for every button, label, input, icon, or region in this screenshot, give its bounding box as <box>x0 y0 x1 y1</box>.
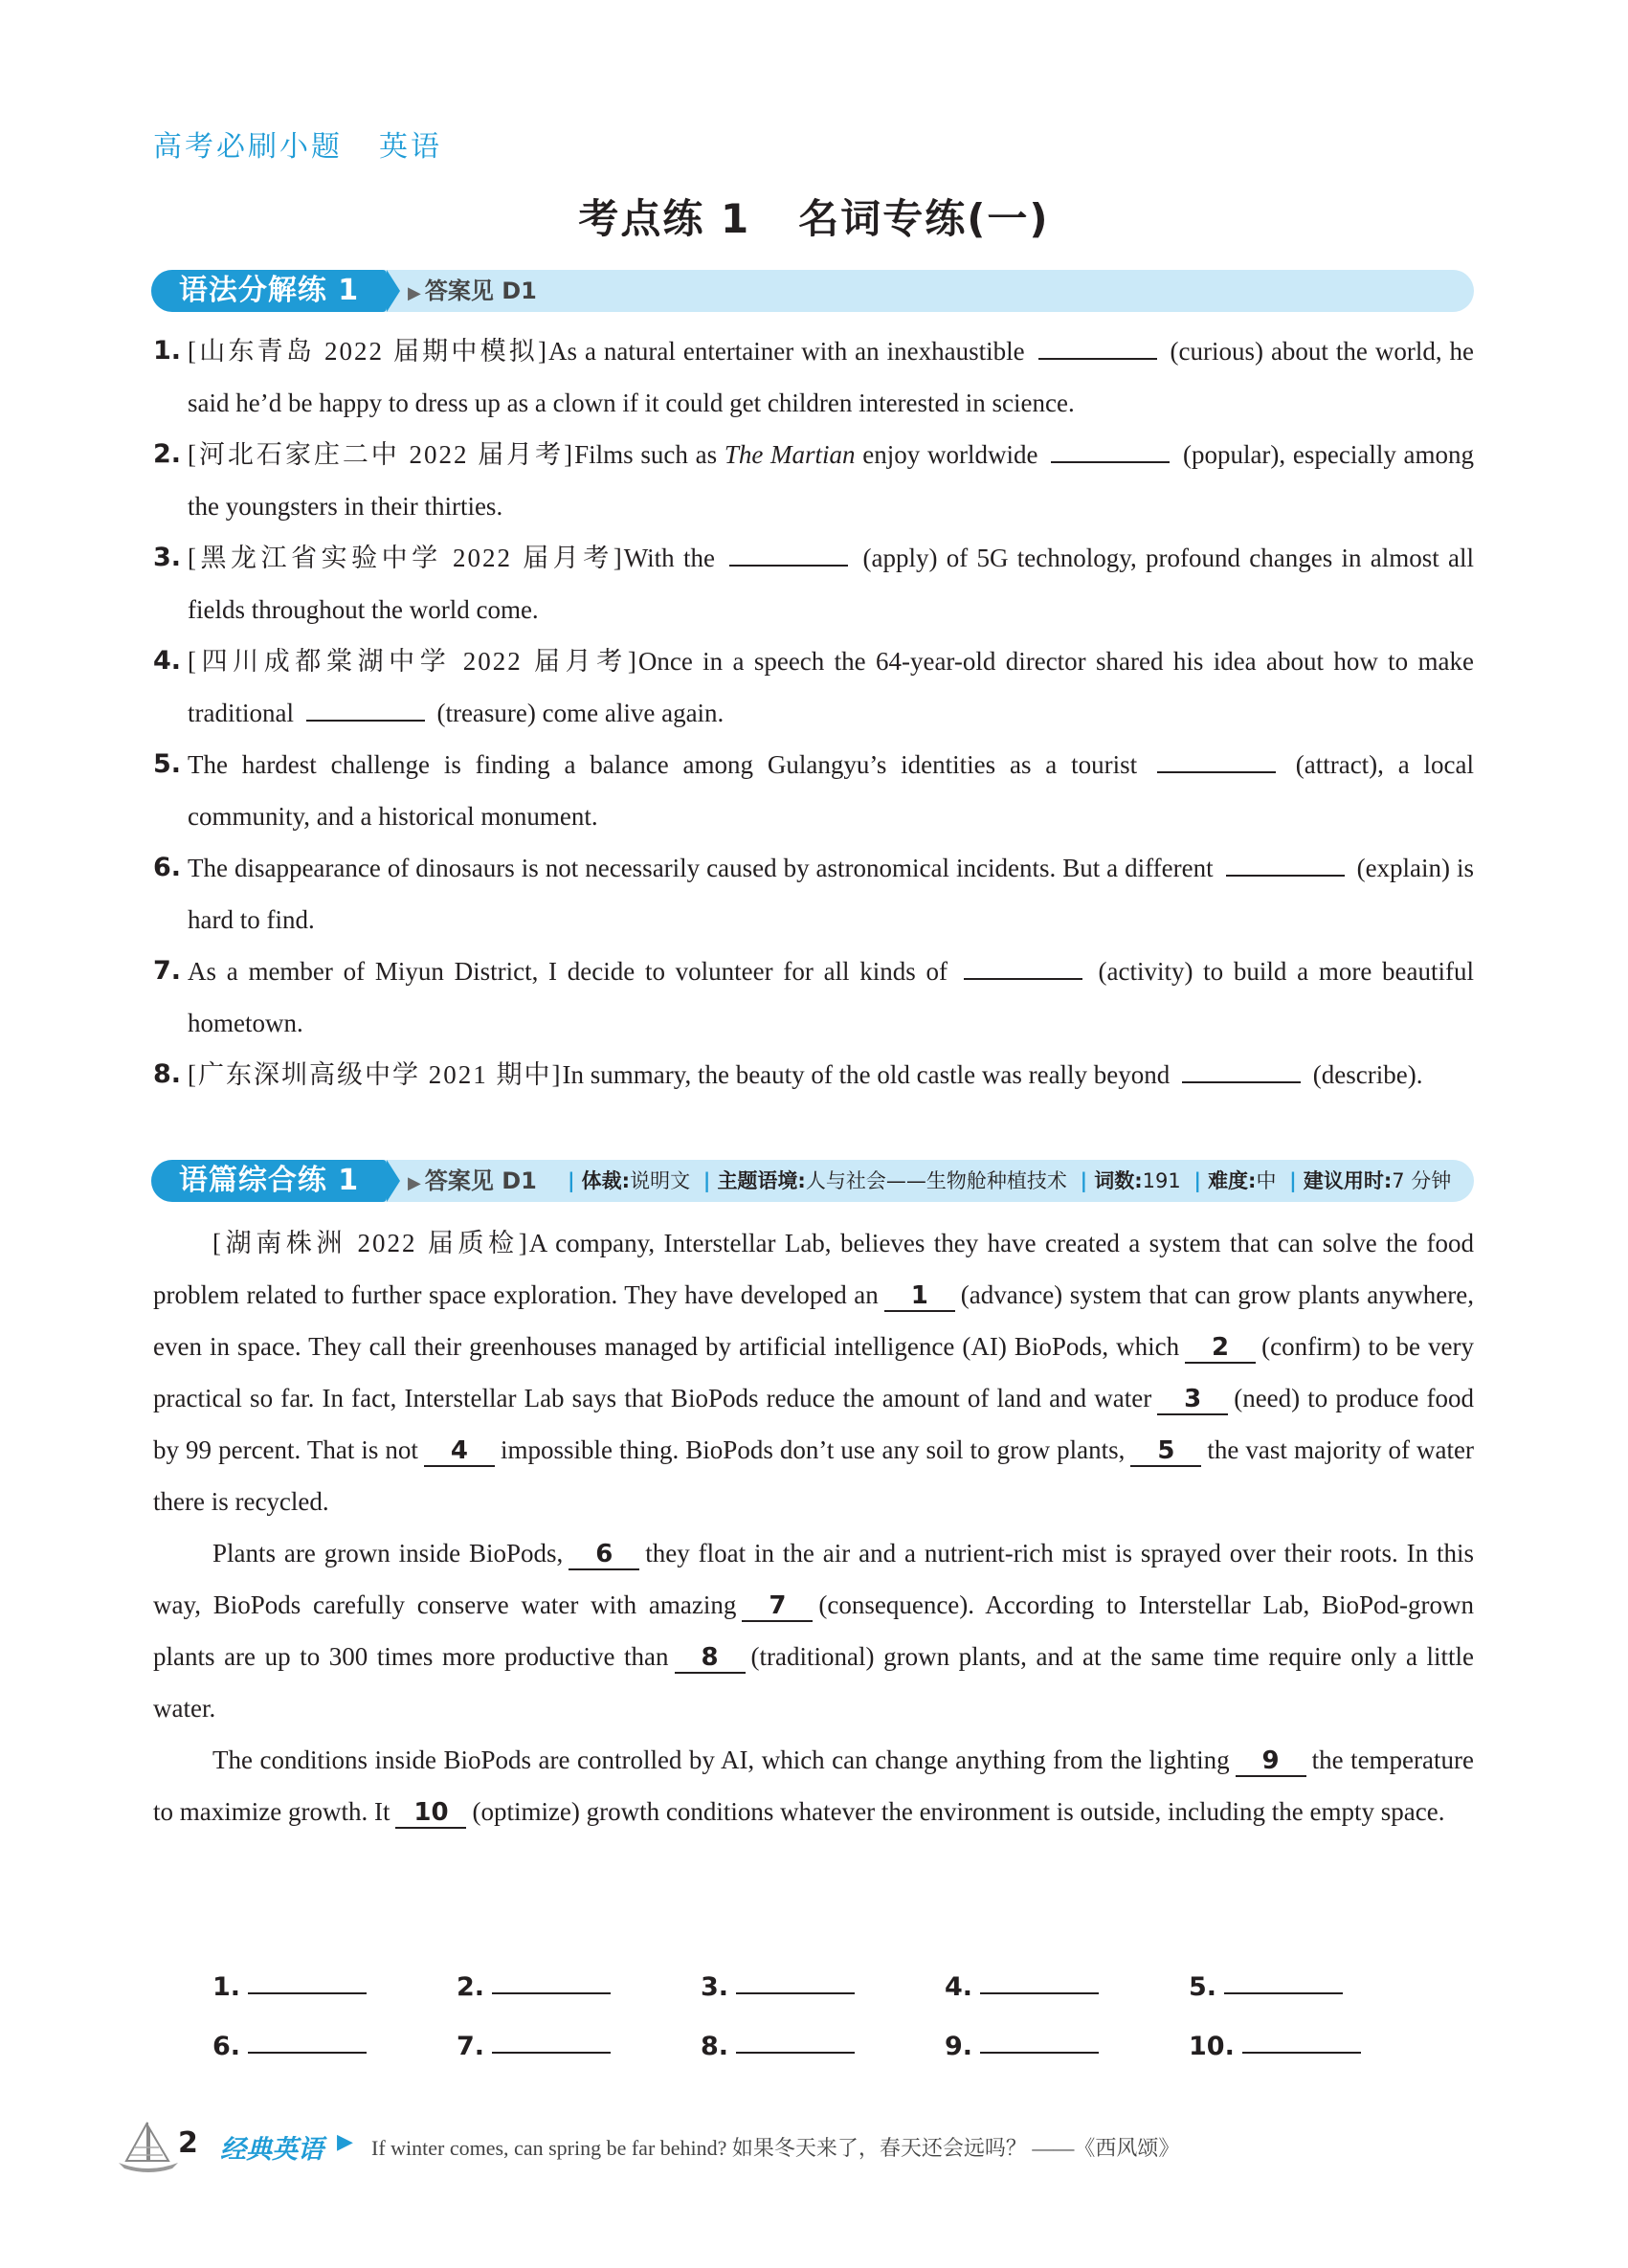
reading-passage <box>153 1217 1474 1837</box>
answer-line[interactable] <box>492 2050 611 2054</box>
answer-cell <box>457 2002 701 2061</box>
answer-line[interactable] <box>492 1990 611 1994</box>
question-text-after: (curious) about the world, he said he’d be happy to dress up as a clown if it could get children interested in science. <box>188 337 1475 417</box>
question-text: In summary, the beauty of the old castle was really beyond <box>562 1060 1171 1089</box>
answer-line[interactable] <box>980 2050 1099 2054</box>
question-text: Once in a speech the 64-year-old director shared his idea about how to make traditional <box>188 647 1475 727</box>
question-number: 8. <box>153 1059 182 1089</box>
answer-grid <box>212 1943 1457 2061</box>
answer-cell <box>1189 2002 1433 2061</box>
numbered-blank[interactable]: 5 <box>1130 1436 1201 1467</box>
answer-cell <box>212 1943 457 2002</box>
answer-blank[interactable] <box>1051 442 1170 463</box>
answer-label: 8. <box>701 2032 729 2061</box>
question-number: 6. <box>153 853 182 882</box>
meta-label: 难度: <box>1208 1169 1257 1192</box>
question-number: 7. <box>153 956 182 986</box>
page-footer <box>115 2119 1359 2176</box>
answer-reference <box>408 270 537 315</box>
passage-paragraph-1 <box>153 1217 1474 1527</box>
question-item <box>153 325 1474 429</box>
answer-ref-text: 答案见 D1 <box>424 1167 537 1194</box>
question-item <box>153 945 1474 1049</box>
question-source: [广东深圳高级中学 2021 期中] <box>188 1060 563 1089</box>
answer-cell <box>945 1943 1189 2002</box>
play-arrow-icon: ▶ <box>337 2130 353 2154</box>
film-title: The Martian <box>724 440 856 469</box>
answer-cell <box>212 2002 457 2061</box>
series-header <box>153 122 442 165</box>
meta-label: 建议用时: <box>1303 1169 1393 1192</box>
meta-value: 191 <box>1142 1169 1181 1192</box>
question-item <box>153 739 1474 842</box>
meta-label: 体裁: <box>581 1169 631 1192</box>
question-number: 1. <box>153 336 182 366</box>
answer-blank[interactable] <box>729 545 848 567</box>
passage-paragraph-2 <box>153 1527 1474 1734</box>
answer-line[interactable] <box>736 1990 855 1994</box>
answer-row <box>212 2002 1457 2061</box>
answer-blank[interactable] <box>306 700 425 722</box>
answer-label: 2. <box>457 1972 485 2002</box>
passage-paragraph-3 <box>153 1734 1474 1837</box>
answer-cell <box>701 1943 945 2002</box>
series-name: 高考必刷小题 <box>153 130 343 164</box>
question-number: 3. <box>153 543 182 572</box>
meta-value: 人与社会——生物舱种植技术 <box>805 1169 1067 1192</box>
passage-text: (optimize) growth conditions whatever the environment is outside, including the empty space. <box>472 1797 1445 1826</box>
triangle-icon: ▶ <box>408 1173 421 1193</box>
meta-label: 词数: <box>1094 1169 1143 1192</box>
question-number: 2. <box>153 439 182 469</box>
question-item <box>153 635 1474 739</box>
numbered-blank[interactable]: 10 <box>395 1798 466 1829</box>
passage-text: (traditional) grown plants, and at the same time require only a little water. <box>153 1642 1474 1723</box>
passage-text: (advance) system that can grow plants anywhere, even in space. They call their greenhouses managed by artificial intelligence (AI) BioPods, which <box>153 1280 1474 1361</box>
meta-label: 主题语境: <box>717 1169 806 1192</box>
question-text: The disappearance of dinosaurs is not necessarily caused by astronomical incidents. But a different <box>188 854 1214 882</box>
answer-cell <box>457 1943 701 2002</box>
page-title <box>0 188 1628 245</box>
answer-label: 5. <box>1189 1972 1217 2002</box>
answer-reference <box>408 1160 537 1205</box>
numbered-blank[interactable]: 1 <box>884 1281 955 1312</box>
title-part2: 名词专练(一) <box>798 195 1050 242</box>
question-number: 5. <box>153 749 182 779</box>
question-source: [黑龙江省实验中学 2022 届月考] <box>188 544 624 572</box>
passage-meta: | 体裁:说明文 | 主题语境:人与社会——生物舱种植技术 | 词数:191 | 难度:中 | 建议用时:7 分钟 <box>568 1169 1452 1192</box>
footer-quote: If winter comes, can spring be far behind? 如果冬天来了，春天还会远吗？ ——《西风颂》 <box>371 2136 1180 2160</box>
question-text: With the <box>623 544 715 572</box>
answer-blank[interactable] <box>1226 856 1345 877</box>
section-tag-grammar: 语法分解练 1 <box>151 270 387 312</box>
question-text: As a member of Miyun District, I decide to volunteer for all kinds of <box>188 957 948 986</box>
passage-text: A company, Interstellar Lab, believes they have created a system that can solve the food problem related to further space exploration. They have developed an <box>153 1229 1474 1309</box>
sailboat-icon <box>115 2119 182 2174</box>
question-text-after: (popular), especially among the youngsters in their thirties. <box>188 440 1475 521</box>
answer-line[interactable] <box>980 1990 1099 1994</box>
answer-ref-text: 答案见 D1 <box>424 278 537 304</box>
section-bar-passage <box>151 1160 1474 1202</box>
question-text-after: (apply) of 5G technology, profound changes in almost all fields throughout the world come. <box>188 544 1475 624</box>
answer-line[interactable] <box>1242 2050 1361 2054</box>
answer-label: 10. <box>1189 2032 1235 2061</box>
question-text-after: (treasure) come alive again. <box>436 699 725 727</box>
answer-row <box>212 1943 1457 2002</box>
answer-cell <box>945 2002 1189 2061</box>
triangle-icon: ▶ <box>408 283 421 303</box>
answer-line[interactable] <box>248 2050 367 2054</box>
page-number: 2 <box>178 2126 198 2160</box>
answer-label: 6. <box>212 2032 241 2061</box>
answer-cell <box>701 2002 945 2061</box>
numbered-blank[interactable]: 2 <box>1185 1333 1256 1364</box>
passage-source: [湖南株洲 2022 届质检] <box>212 1229 529 1257</box>
passage-text: (need) to produce food by 99 percent. That is not <box>153 1384 1474 1464</box>
answer-blank[interactable] <box>1157 752 1276 773</box>
passage-text: impossible thing. BioPods don’t use any soil to grow plants, <box>500 1435 1126 1464</box>
grammar-question-list <box>153 325 1474 1101</box>
question-text-after: (attract), a local community, and a historical monument. <box>188 750 1475 831</box>
question-item <box>153 1049 1474 1101</box>
section-tag-passage: 语篇综合练 1 <box>151 1160 387 1202</box>
answer-line[interactable] <box>248 1990 367 1994</box>
question-item <box>153 842 1474 945</box>
question-text-after: (activity) to build a more beautiful hometown. <box>188 957 1475 1037</box>
answer-label: 7. <box>457 2032 485 2061</box>
passage-text: the temperature to maximize growth. It <box>153 1745 1474 1826</box>
question-text: As a natural entertainer with an inexhaustible <box>548 337 1025 366</box>
numbered-blank[interactable]: 8 <box>675 1643 746 1674</box>
numbered-blank[interactable]: 6 <box>569 1540 639 1570</box>
answer-line[interactable] <box>736 2050 855 2054</box>
passage-text: Plants are grown inside BioPods, <box>212 1539 564 1568</box>
passage-text: they float in the air and a nutrient-rich mist is sprayed over their roots. In this way, BioPods carefully conserve water with amazing <box>153 1539 1474 1619</box>
numbered-blank[interactable]: 7 <box>742 1591 813 1622</box>
answer-cell <box>1189 1943 1433 2002</box>
answer-label: 9. <box>945 2032 973 2061</box>
question-text: The hardest challenge is finding a balance among Gulangyu’s identities as a tourist <box>188 750 1138 779</box>
question-text: Films such as <box>574 440 718 469</box>
answer-label: 1. <box>212 1972 241 2002</box>
subject-name: 英语 <box>379 130 442 164</box>
meta-value: 中 <box>1256 1169 1277 1192</box>
question-item <box>153 429 1474 532</box>
passage-text: the vast majority of water there is recycled. <box>153 1435 1474 1516</box>
question-source: [四川成都棠湖中学 2022 届月考] <box>188 647 638 676</box>
section-bar-grammar <box>151 270 1474 312</box>
answer-blank[interactable] <box>964 959 1082 980</box>
question-number: 4. <box>153 646 182 676</box>
passage-text: (consequence). According to Interstellar Lab, BioPod-grown plants are up to 300 times more productive than <box>153 1590 1474 1671</box>
question-source: [河北石家庄二中 2022 届月考] <box>188 440 575 469</box>
answer-blank[interactable] <box>1038 339 1157 360</box>
title-part1: 考点练 1 <box>578 195 751 242</box>
passage-text: The conditions inside BioPods are controlled by AI, which can change anything from the lighting <box>212 1745 1230 1774</box>
passage-text: (confirm) to be very practical so far. In fact, Interstellar Lab says that BioPods reduce the amount of land and water <box>153 1332 1474 1412</box>
answer-label: 3. <box>701 1972 729 2002</box>
answer-label: 4. <box>945 1972 973 2002</box>
numbered-blank[interactable]: 9 <box>1236 1746 1306 1777</box>
question-text-after: (describe). <box>1312 1060 1423 1089</box>
meta-value: 说明文 <box>630 1169 691 1192</box>
meta-value: 7 分钟 <box>1392 1169 1452 1192</box>
question-text: enjoy worldwide <box>862 440 1038 469</box>
numbered-blank[interactable]: 4 <box>424 1436 495 1467</box>
answer-line[interactable] <box>1224 1990 1343 1994</box>
question-source: [山东青岛 2022 届期中模拟] <box>188 337 548 366</box>
question-item <box>153 532 1474 635</box>
footer-brand: 经典英语 <box>220 2135 323 2165</box>
question-text-after: (explain) is hard to find. <box>188 854 1475 934</box>
numbered-blank[interactable]: 3 <box>1157 1385 1228 1415</box>
answer-blank[interactable] <box>1182 1062 1301 1083</box>
